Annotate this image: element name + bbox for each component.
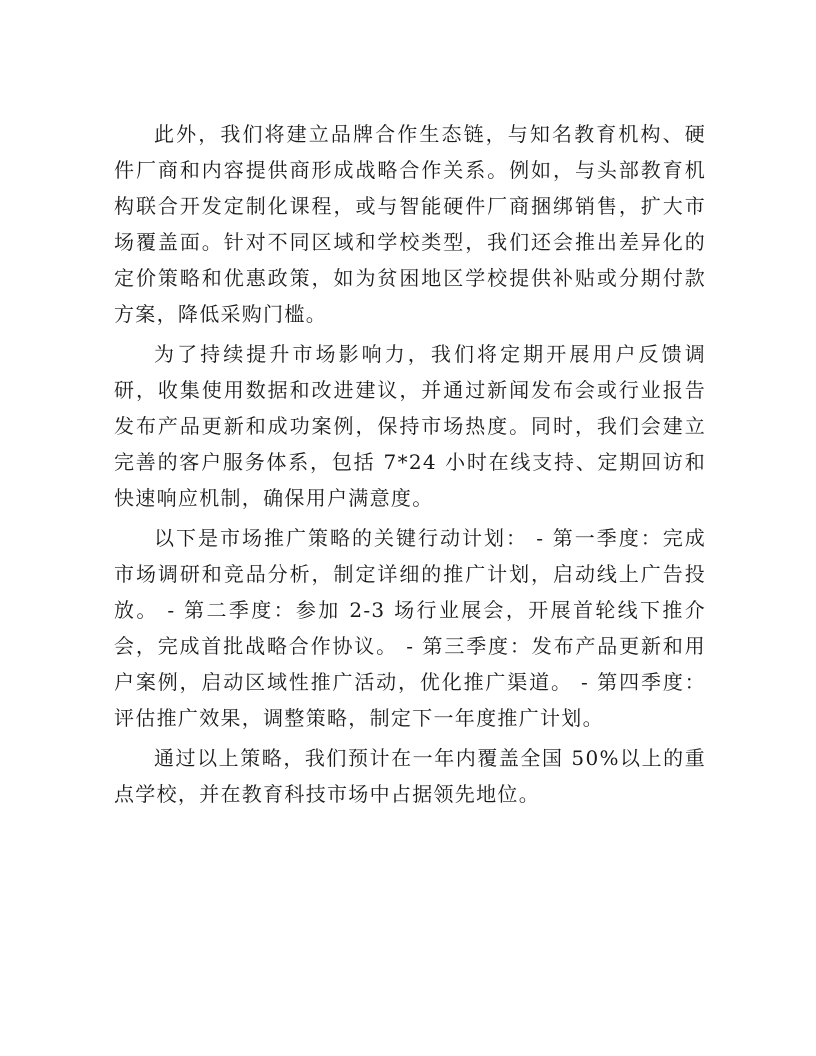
paragraph-conclusion: 通过以上策略，我们预计在一年内覆盖全国 50%以上的重点学校，并在教育科技市场中占据领先地位。 (114, 746, 706, 806)
document-body (114, 116, 706, 816)
paragraph-action-plan: 以下是市场推广策略的关键行动计划： - 第一季度：完成市场调研和竞品分析，制定详细的推广计划，启动线上广告投放。 - 第二季度：参加 2-3 场行业展会，开展首轮线下推介会，完成首批战略合作协议。 - 第三季度：发布产品更新和用户案例，启动区域性推广活动，优化推广渠道。 - 第四季度：评估推广效果，调整策略，制定下一年度推广计划。 (114, 526, 706, 730)
paragraph-brand-ecosystem: 此外，我们将建立品牌合作生态链，与知名教育机构、硬件厂商和内容提供商形成战略合作关系。例如，与头部教育机构联合开发定制化课程，或与智能硬件厂商捆绑销售，扩大市场覆盖面。针对不同区域和学校类型，我们还会推出差异化的定价策略和优惠政策，如为贫困地区学校提供补贴或分期付款方案，降低采购门槛。 (114, 122, 706, 326)
paragraph-market-influence: 为了持续提升市场影响力，我们将定期开展用户反馈调研，收集使用数据和改进建议，并通过新闻发布会或行业报告发布产品更新和成功案例，保持市场热度。同时，我们会建立完善的客户服务体系，包括 7*24 小时在线支持、定期回访和快速响应机制，确保用户满意度。 (114, 342, 706, 510)
